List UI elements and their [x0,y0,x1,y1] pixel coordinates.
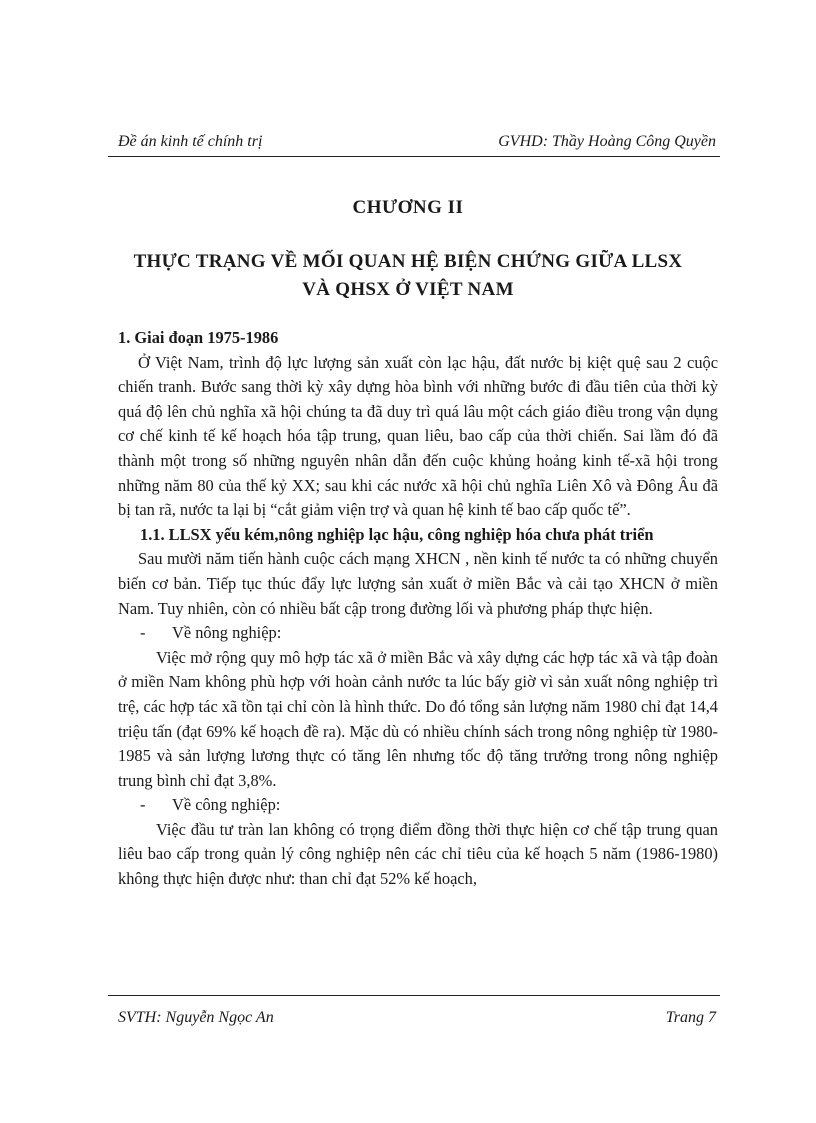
header-supervisor: GVHD: Thầy Hoàng Công Quyền [498,133,716,150]
paragraph-industry: Việc đầu tư tràn lan không có trọng điểm đồng thời thực hiện cơ chế tập trung quan liêu bao cấp trong quản lý công nghiệp nên các chỉ tiêu của kế hoạch 5 năm (1986-1980) không thực hiện được như: than chỉ đạt 52% kế hoạch, [118,819,718,889]
header-course-title: Đề án kinh tế chính trị [118,133,263,150]
paragraph-agriculture: Việc mở rộng quy mô hợp tác xã ở miền Bắc và xây dựng các hợp tác xã và tập đoàn ở miền Nam không phù hợp với hoàn cảnh nước ta lúc bấy giờ vì sản xuất nông nghiệp trì trệ, các hợp tác xã tồn tại chỉ còn là hình thức. Do đó tổng sản lượng năm 1980 chỉ đạt 14,4 triệu tấn (đạt 69% kế hoạch đề ra). Mặc dù có nhiều chính sách trong nông nghiệp từ 1980-1985 và sản lượng lương thực có tăng lên nhưng tốc độ tăng trưởng trong nông nghiệp trung bình chỉ đạt 3,8%. [118,647,718,790]
bullet-dash: - [140,795,146,815]
chapter-title-line-1: THỰC TRẠNG VỀ MỐI QUAN HỆ BIỆN CHỨNG GIỮA LLSX [133,251,683,272]
section-heading-1-1: 1.1. LLSX yếu kém,nông nghiệp lạc hậu, công nghiệp hóa chưa phát triển [140,524,654,544]
chapter-title [110,248,706,304]
bullet-industry [118,793,718,818]
bullet-dash: - [140,623,146,643]
paragraph-overview: Sau mười năm tiến hành cuộc cách mạng XHCN , nền kinh tế nước ta có những chuyển biến cơ bản. Tiếp tục thúc đẩy lực lượng sản xuất ở miền Bắc và cải tạo XHCN ở miền Nam. Tuy nhiên, còn có nhiều bất cập trong đường lối và phương pháp thực hiện. [118,549,718,618]
footer-student: SVTH: Nguyễn Ngọc An [118,1009,274,1026]
bullet-agriculture [118,621,718,646]
header-divider [108,156,720,157]
paragraph-intro: Ở Việt Nam, trình độ lực lượng sản xuất còn lạc hậu, đất nước bị kiệt quệ sau 2 cuộc chiến tranh. Bước sang thời kỳ xây dựng hòa bình với những bước đi đầu tiên của thời kỳ quá độ lên chủ nghĩa xã hội chúng ta đã duy trì quá lâu một cách giáo điều trong vận dụng cơ chế kinh tế kế hoạch hóa tập trung, quan liêu, bao cấp của thời chiến. Sai lầm đó đã thành một trong số những nguyên nhân dẫn đến cuộc khủng hoảng kinh tế-xã hội trong những năm 80 của thế kỷ XX; sau khi các nước xã hội chủ nghĩa Liên Xô và Đông Âu đã bị tan rã, nước ta lại bị “cắt giảm viện trợ và quan hệ kinh tế bao cấp quốc tế”. [118,352,718,520]
body-text [118,326,718,892]
page-number: Trang 7 [665,1009,716,1026]
chapter-title-line-2: VÀ QHSX Ở VIỆT NAM [302,279,514,300]
page-footer [118,1008,716,1028]
footer-divider [108,995,720,996]
bullet-industry-label: Về công nghiệp: [172,795,281,815]
chapter-heading: CHƯƠNG II [352,197,464,218]
page-header [118,132,716,152]
bullet-agriculture-label: Về nông nghiệp: [172,623,282,643]
section-heading-1: 1. Giai đoạn 1975-1986 [118,328,279,347]
